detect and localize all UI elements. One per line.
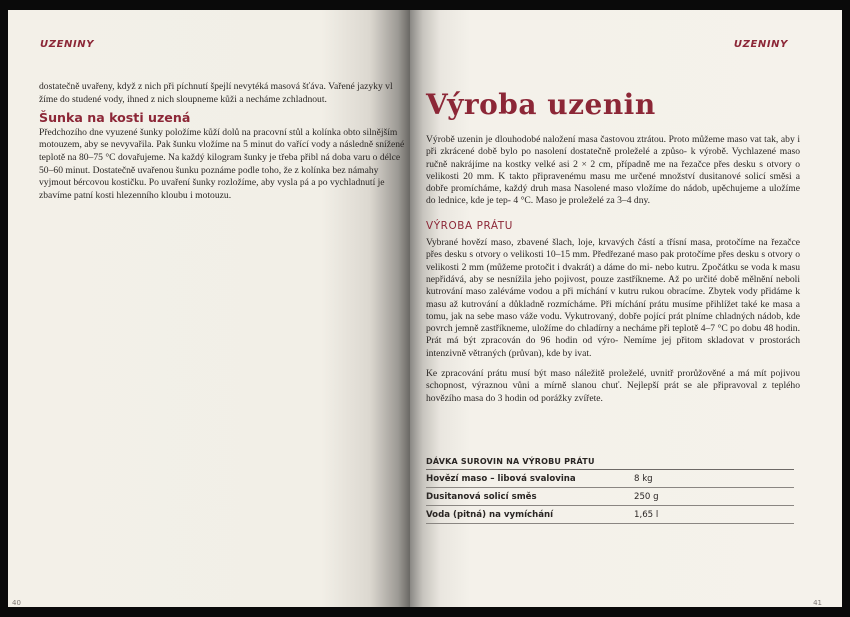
ingredient-quantity: 1,65 l — [631, 506, 794, 524]
left-page — [8, 10, 410, 607]
ingredient-name: Dusitanová solicí směs — [426, 488, 631, 506]
quality-paragraph: Ke zpracování prátu musí být maso náležitě proleželé, uvnitř prorůžověné a má mít pojivou schopnost, výraznou vůni a mírně slanou chuť. Nejlepší prát se ale připravoval z teplého hovězího masa do 3 hodin od porážky zvířete. — [426, 368, 800, 404]
left-page-number: 40 — [12, 599, 21, 607]
left-running-head: UZENINY — [40, 39, 95, 50]
ingredients-table — [426, 457, 794, 524]
right-page — [410, 10, 842, 607]
table-title: DÁVKA SUROVIN NA VÝROBU PRÁTU — [426, 457, 794, 470]
right-running-head: UZENINY — [733, 39, 788, 50]
section-heading: VÝROBA PRÁTU — [426, 219, 513, 232]
left-body-paragraph: Předchozího dne vyuzené šunky položíme kůží dolů na pracovní stůl a kolínka obto silnějším motouzem, aby se nevyvařila. Pak šunku vložíme na 5 minut do vařící vody a následně snížené teplotě na 80–75 °C dovařujeme. Na každý kilogram šunky je třeba přibl ná doba varu o délce 50–60 minut. Dostatečně uvařenou šunku poznáme podle toho, že z kolínka bez námahy vyjmout bércovou kostičku. Po uvaření šunky rozložíme, aby vysla pá a po vychladnutí je zbavíme patní kosti hlezenního kloubu i motouzu. — [39, 126, 405, 201]
table-row — [426, 470, 794, 488]
left-intro-paragraph: dostatečně uvařeny, když z nich při píchnutí špejlí nevytéká masová šťáva. Vařené jazyky vl žíme do studené vody, ihned z nich sloupneme kůži a necháme zchladnout. — [39, 81, 393, 105]
intro-paragraph: Výrobě uzenin je dlouhodobé naložení masa častovou ztrátou. Proto můžeme maso vat tak, aby i při zkrácené době bylo po nasolení dostatečně proleželé a způso- k výrobě. Vychlazené maso ručně nakrájíme na kostky velké asi 2 × 2 cm, případně me na řezačce přes desku s otvory o velikosti 20 mm. K takto připravenému masu me určené množství dusitanové solicí směsi a dobře promícháme, každý druh masa Nasolené maso vložíme do nádob, upěchujeme a uložíme do lednice, kde je tep- 4 °C. Maso je proleželé za 3–4 dny. — [426, 134, 800, 207]
ingredient-name: Hovězí maso – libová svalovina — [426, 470, 631, 488]
chapter-title: Výroba uzenin — [426, 88, 656, 121]
ingredient-name: Voda (pitná) na vymíchání — [426, 506, 631, 524]
right-page-text — [426, 134, 800, 405]
ingredient-quantity: 8 kg — [631, 470, 794, 488]
method-paragraph: Vybrané hovězí maso, zbavené šlach, loje, krvavých částí a třísní masa, protočíme na řezačce přes desku s otvory o velikosti 10–15 mm. Předřezané maso pak protočíme přes desku s otvory o velikosti 2 mm (můžeme protočit i dvakrát) a dáme do mi- nebo kutru. Zpočátku se voda k masu nepřidává, aby se nesnížila jeho pojivost, pouze zastříkneme. Až po určité době mělnění neboli kutrování maso zaléváme vodou a při míchání v kutru rukou obracíme. Zbytek vody přidáme k masu až kutrování a důkladně rozmícháme. Při míchání prátu musíme přihlížet také ke masa a tomu, jak na sebe maso váže vodu. Vykutrovaný, dobře pojící prát plníme chladných nádob, kde povrch jemně zastříkneme, uložíme do chladírny a necháme při teplotě 4–7 °C po dobu 48 hodin. Prát má být zpracován do 96 hodin od výro- Nemíme jej přitom skladovat v prostorách intenzivně větraných (průvan), kde by ivat. — [426, 237, 800, 359]
ingredient-quantity: 250 g — [631, 488, 794, 506]
table-row — [426, 488, 794, 506]
left-section-heading: Šunka na kosti uzená — [39, 110, 191, 126]
ingredients-grid — [426, 470, 794, 524]
right-page-number: 41 — [813, 599, 822, 607]
left-page-text — [39, 81, 409, 202]
table-row — [426, 506, 794, 524]
